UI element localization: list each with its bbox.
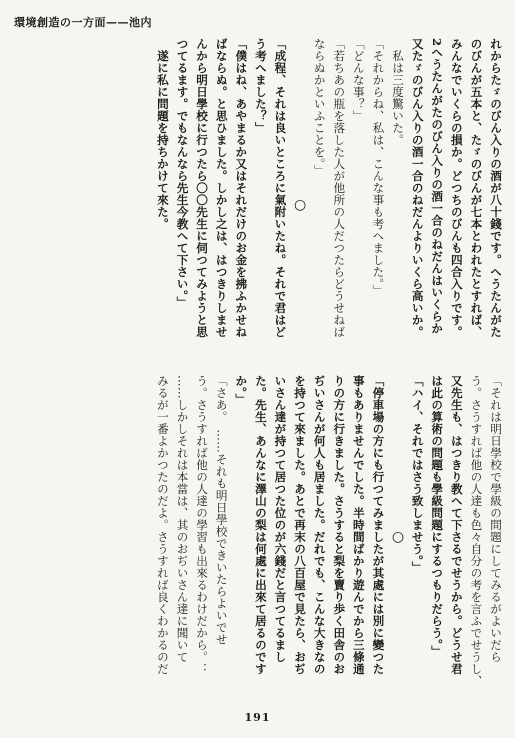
text-line: 2へうたんがたのびん入りの酒一合のねだんはいくらか (430, 38, 445, 335)
text-line: 「僕はね、あやまるか又はそれだけのお金を拂ふかせね (234, 38, 249, 338)
text-line: つてるます。でもなんなら先生今教へて下さい。」 (175, 38, 190, 309)
text-line: を持つて來ました。あとで再末の八百屋で見たら、おぢ (293, 375, 308, 675)
text-line: ……しかしそれは本當は、其のおぢいさん達に聞いて (175, 375, 190, 663)
text-line: いさん達が持つて居つた位のが六錢だと言つてるまし (273, 375, 288, 663)
text-line: みるが一番よかつたのだよ。さうすれば良くわかるのだ (155, 375, 170, 675)
section-mark: ○ (292, 197, 309, 214)
text-line: た。先生、あんなに澤山の梨は何處に出來て居るのです (253, 375, 268, 675)
text-line: んから明日學校に行つたら〇〇先生に伺つてみようと思 (195, 38, 210, 338)
text-line: のびんが五本と、たゞのびんが七本とわれたとすれば、 (469, 38, 484, 338)
text-line: みんなでいくらの損か。どつちのびんも四合入りです。 (449, 38, 464, 338)
text-line: 私は三度驚いた。 (391, 38, 406, 146)
text-line: は此の算術の問題も學級問題にするつもりだらう。」 (430, 375, 445, 658)
page-number: 191 (244, 711, 271, 724)
text-line: 遂に私に問題を持ちかけて來た。 (155, 38, 170, 230)
text-line: 「それは明日學校で學級の問題にしてみるがよいだら (489, 375, 503, 663)
text-line: ぢいさんが何人も居ました。だれでも、こんな大きなの (312, 375, 327, 675)
text-line: 「成程、それは良いところに氣附いたね。それで君はど (273, 38, 288, 338)
text-line: 「若ちあの瓶を落した人が他所の人だつたらどうせねば (332, 38, 347, 338)
upper-text-block (65, 38, 505, 373)
text-line: 「それからね、私は、こんな事も考へました。」 (371, 38, 386, 297)
text-line: か。」 (234, 375, 249, 406)
text-line: りの方に行きました。さうすると梨を賣り歩く田舎のお (332, 375, 347, 675)
text-line: れからたゞのびん入りの酒が八十錢です。へうたんがた (489, 38, 503, 338)
text-line: 又先生も、はつきり教へて下さるでせうから。どうせ君 (449, 375, 464, 675)
text-line: ならぬかといふことを。」 (312, 38, 327, 177)
text-line: ばならぬ。と思ひました。しかし之は、はつきりしませ (214, 38, 229, 338)
text-line: 事もありませんでした。半時間ばかり遊んでから三條通 (351, 375, 366, 675)
text-line: う。さうすれば他の人達も色々自分の考を言ふでせうし、 (469, 375, 484, 687)
lower-text-block (35, 375, 505, 700)
text-line: う考へました？」 (253, 38, 268, 134)
running-head: 環境創造の一方面——池内 (14, 16, 152, 29)
section-mark: ○ (390, 529, 407, 546)
text-line: う。さうすれば他の人達の學習も出來るわけだから。： (195, 375, 210, 675)
text-line: 「ハイ、それではさう致しませう。」 (410, 375, 425, 574)
text-line: 又たゞのびん入りの酒一合のねだんよりいくら高いか。 (410, 38, 425, 338)
text-line: 「停車場の方にも行つてみましたが其處には別に變つた (371, 375, 386, 675)
text-line: 「さあ。 ……それも明日學校できいたらよいでせ (214, 375, 229, 646)
text-line: 「どんな事？」 (351, 38, 366, 122)
